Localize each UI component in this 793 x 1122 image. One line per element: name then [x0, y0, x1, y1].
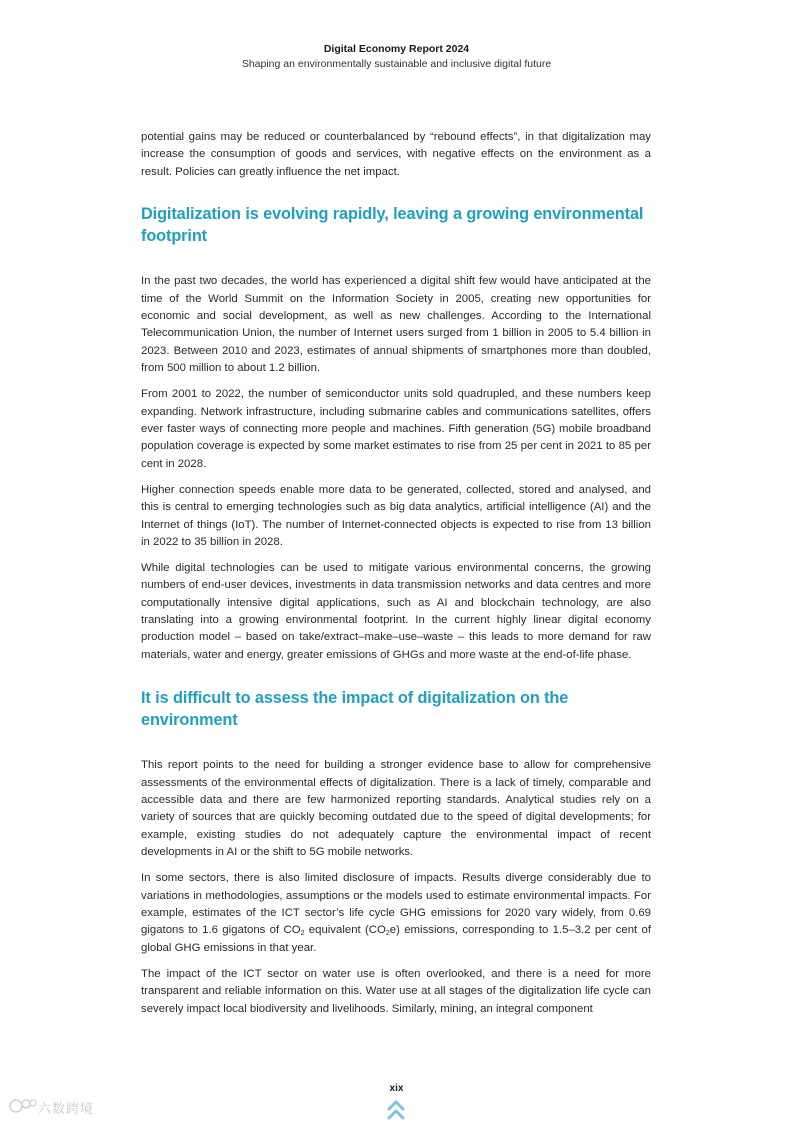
page-header [0, 42, 793, 71]
report-subtitle: Shaping an environmentally sustainable and inclusive digital future [241, 58, 552, 70]
main-content [141, 129, 651, 1026]
body-paragraph: In the past two decades, the world has experienced a digital shift few would have anticipated at the time of the World Summit on the Information Society in 2005, creating new opportunities for economic and social development, as well as new challenges. According to the International Telecommunication Union, the number of Internet users surged from 1 billion in 2005 to 5.4 billion in 2023. Between 2010 and 2023, estimates of annual shipments of smartphones more than doubled, from 500 million to about 1.2 billion. [141, 275, 651, 375]
body-paragraph: The impact of the ICT sector on water use is often overlooked, and there is a need for more transparent and reliable information on this. Water use at all stages of the digitalization life cycle can severely impact local biodiversity and livelihoods. Similarly, mining, an integral component [141, 967, 651, 1015]
emissions-text-part3: e) emissions, corresponding to 1.5–3.2 per cent of global GHG emissions in that year. [141, 924, 652, 954]
page-number: xix [389, 1083, 404, 1094]
emissions-text-part2: equivalent (CO [304, 924, 386, 937]
subscript-2: 2 [385, 930, 390, 938]
double-chevron-up-icon[interactable] [387, 1099, 405, 1121]
section-heading-assessment: It is difficult to assess the impact of digitalization on the environment [141, 689, 569, 729]
body-paragraph: From 2001 to 2022, the number of semiconductor units sold quadrupled, and these numbers keep expanding. Network infrastructure, including submarine cables and communications satellites, offers ever faster ways of connecting more people and machines. Fifth generation (5G) mobile broadband population coverage is expected by some market estimates to rise from 25 per cent in 2021 to 85 per cent in 2028. [141, 388, 651, 470]
body-paragraph: Higher connection speeds enable more data to be generated, collected, stored and analysed, and this is central to emerging technologies such as big data analytics, artificial intelligence (AI) and the Internet of things (IoT). The number of Internet-connected objects is expected to rise from 13 billion in 2022 to 35 billion in 2028. [141, 483, 651, 548]
intro-paragraph: potential gains may be reduced or counterbalanced by “rebound effects”, in that digitalization may increase the consumption of goods and services, with negative effects on the environment as a result. Policies can greatly influence the net impact. [141, 131, 651, 178]
section-heading-footprint: Digitalization is evolving rapidly, leaving a growing environmental footprint [141, 205, 644, 245]
emissions-text-part1: In some sectors, there is also limited disclosure of impacts. Results diverge considerably due to variations in methodologies, assumptions or the models used to estimate environmental impacts. For example, estimates of the ICT sector’s life cycle GHG emissions for 2020 vary widely, from 0.69 gigatons to 1.6 gigatons of CO [141, 872, 651, 937]
body-paragraph: This report points to the need for building a stronger evidence base to allow for comprehensive assessments of the environmental effects of digitalization. There is a lack of timely, comparable and accessible data and there are few harmonized reporting standards. Analytical studies rely on a variety of sources that are quickly becoming outdated due to the speed of digital developments; for example, existing studies do not adequately capture the environmental impact of recent developments in AI or the shift to 5G mobile networks. [141, 759, 651, 859]
body-paragraph: While digital technologies can be used to mitigate various environmental concerns, the growing numbers of end-user devices, investments in data transmission networks and data centres and more computationally intensive digital applications, such as AI and blockchain technology, are also translating into a growing environmental footprint. In the current highly linear digital economy production model – based on take/extract–make–use–waste – this leads to more demand for raw materials, water and energy, greater emissions of GHGs and more waste at the end-of-life phase. [141, 561, 651, 661]
report-title: Digital Economy Report 2024 [323, 43, 470, 55]
watermark-text: 六数跨境 [38, 1102, 95, 1117]
subscript-2: 2 [300, 930, 305, 938]
body-paragraph-emissions [141, 870, 651, 957]
